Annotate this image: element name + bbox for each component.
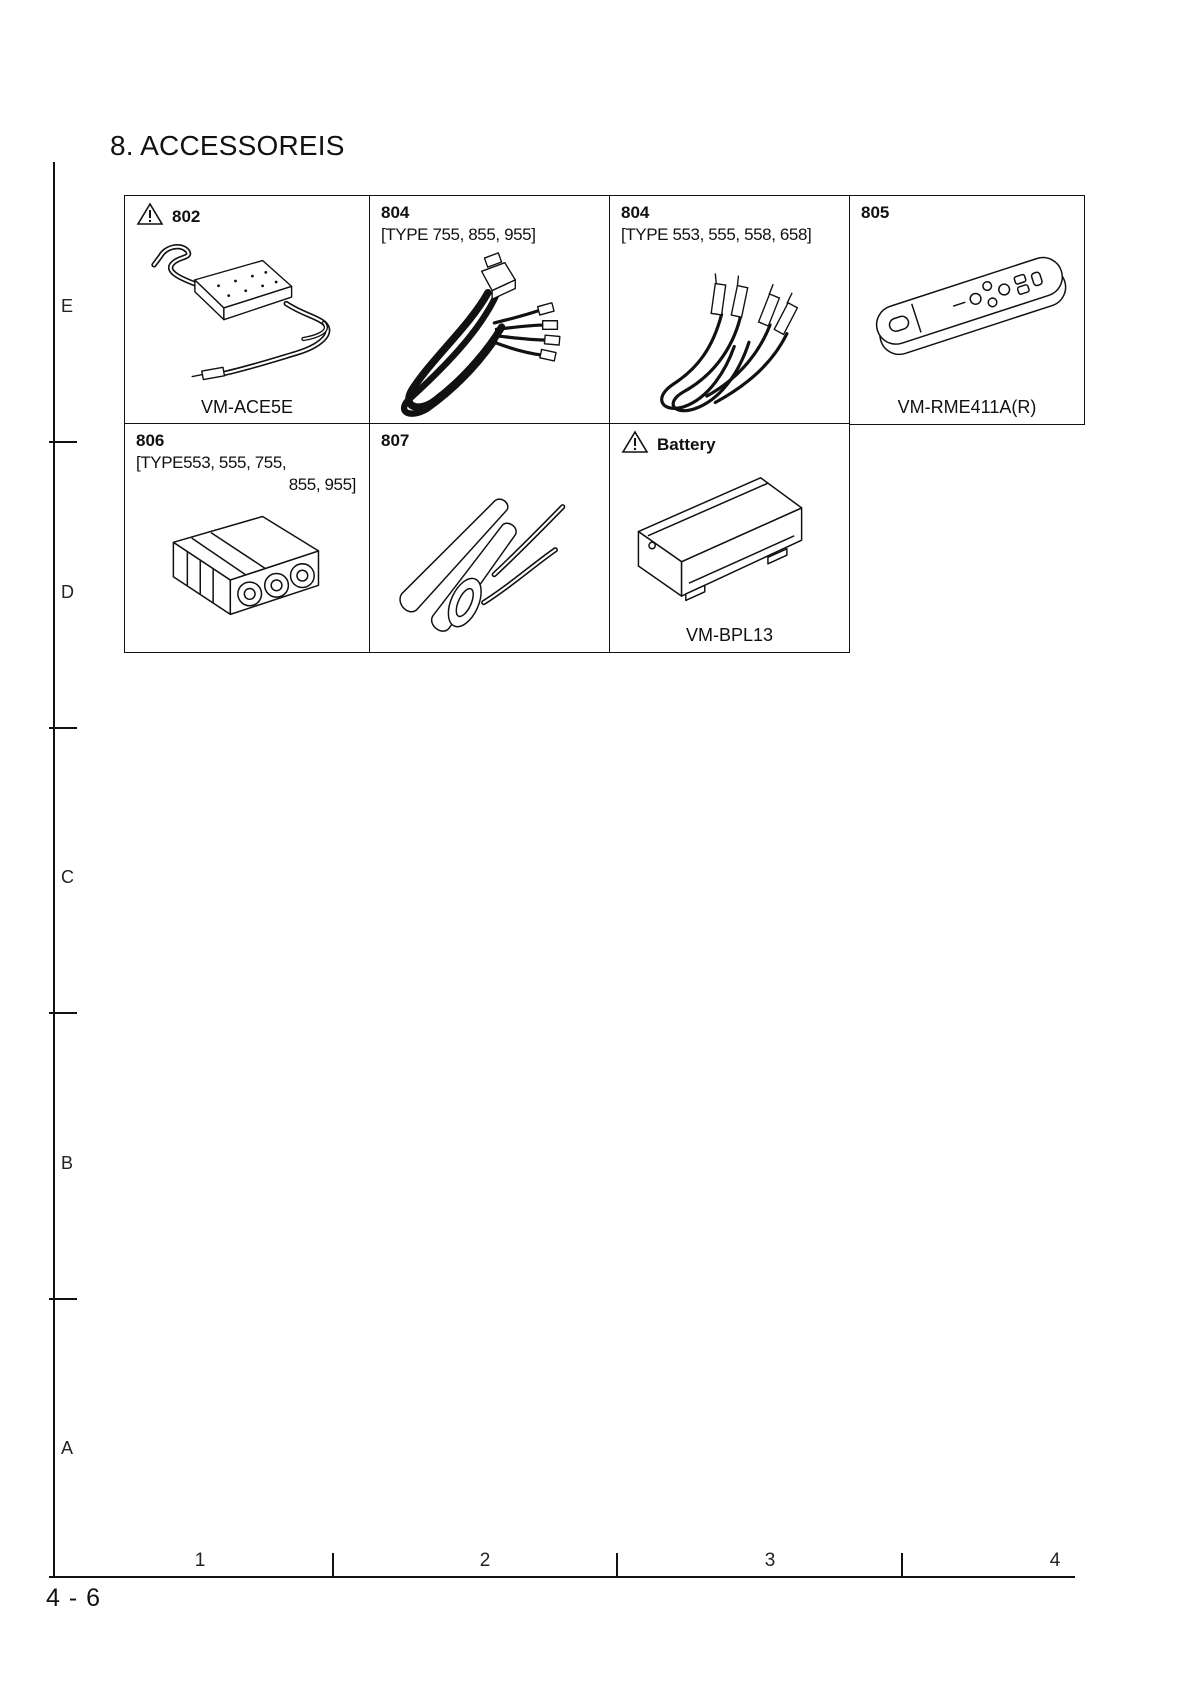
accessory-ref: 807	[381, 431, 410, 450]
accessory-header	[136, 430, 358, 496]
shoulder-strap-illustration	[370, 424, 609, 652]
accessory-header	[136, 202, 200, 228]
accessory-cell-806	[124, 423, 370, 653]
page-number: 4 - 6	[46, 1584, 102, 1612]
accessory-ref: 805	[861, 203, 890, 222]
accessory-cell-804-rca	[609, 195, 850, 425]
warning-icon	[136, 202, 164, 226]
accessory-ref: Battery	[657, 435, 716, 454]
remote-control-illustration	[850, 196, 1084, 424]
accessory-cell-807	[369, 423, 610, 653]
row-divider-tick	[49, 1298, 77, 1300]
model-caption: VM-RME411A(R)	[897, 397, 1037, 417]
accessory-header	[381, 202, 536, 246]
accessory-header	[621, 202, 811, 246]
ac-adapter-illustration	[125, 196, 369, 424]
row-label-b: B	[61, 1153, 74, 1173]
warning-icon	[621, 430, 649, 454]
battery-pack-illustration	[610, 424, 849, 652]
accessory-cell-802	[124, 195, 370, 425]
row-label-c: C	[61, 867, 74, 887]
left-grid-border	[53, 162, 55, 1578]
accessory-ref: 802	[172, 207, 201, 226]
model-caption: VM-ACE5E	[200, 397, 294, 417]
accessory-ref: 806	[136, 431, 165, 450]
column-divider-tick	[332, 1553, 334, 1577]
type-note-line: [TYPE553, 555, 755,	[136, 453, 287, 472]
row-divider-tick	[49, 727, 77, 729]
accessory-ref: 804	[381, 203, 410, 222]
column-label-1: 1	[194, 1550, 206, 1571]
accessory-ref: 804	[621, 203, 650, 222]
type-note-line: 855, 955]	[288, 475, 356, 494]
row-divider-tick	[49, 1012, 77, 1014]
row-label-a: A	[61, 1438, 74, 1458]
model-caption: VM-BPL13	[685, 625, 774, 645]
type-note: [TYPE 553, 555, 558, 658]	[621, 225, 812, 244]
row-label-d: D	[61, 582, 74, 602]
accessory-header	[621, 430, 716, 456]
bottom-grid-border	[49, 1576, 1075, 1578]
accessory-cell-805	[849, 195, 1085, 425]
row-divider-tick	[49, 441, 77, 443]
column-label-3: 3	[764, 1550, 776, 1571]
row-label-e: E	[61, 296, 74, 316]
type-note: [TYPE 755, 855, 955]	[381, 225, 536, 244]
accessory-cell-battery	[609, 423, 850, 653]
column-divider-tick	[901, 1553, 903, 1577]
column-label-2: 2	[479, 1550, 491, 1571]
accessory-header	[861, 202, 889, 224]
column-divider-tick	[616, 1553, 618, 1577]
accessory-cell-804-av	[369, 195, 610, 425]
section-title: 8. ACCESSOREIS	[110, 130, 345, 161]
accessory-header	[381, 430, 409, 452]
column-label-4: 4	[1049, 1550, 1061, 1571]
